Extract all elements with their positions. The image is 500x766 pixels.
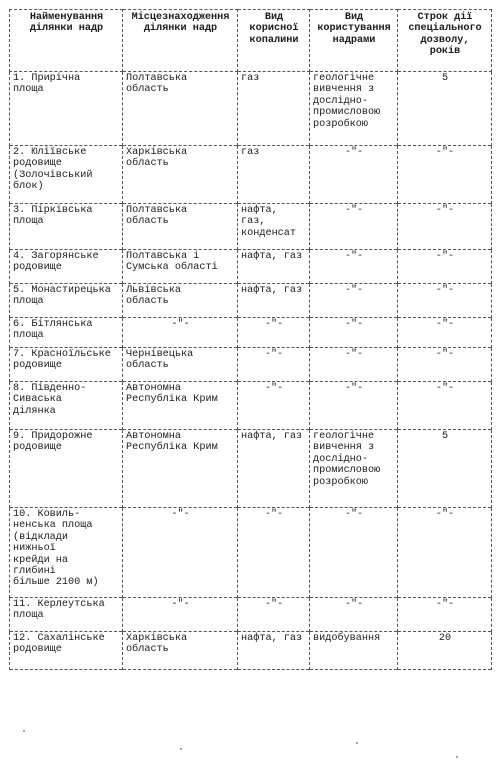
row-name: 6. Бітлянська площа: [10, 318, 123, 348]
row-name: 9. Придорожне родовище: [10, 430, 123, 508]
row-name: 12. Сахалінське родовище: [10, 632, 123, 670]
table-row: [10, 204, 492, 250]
table-row: [10, 348, 492, 382]
row-mineral: -"-: [238, 508, 310, 598]
row-subsoil-use: -"-: [310, 348, 398, 382]
row-location: -"-: [123, 508, 238, 598]
row-location: Полтавська область: [123, 72, 238, 146]
row-mineral: газ: [238, 72, 310, 146]
table-row: [10, 72, 492, 146]
table-row: [10, 250, 492, 284]
row-subsoil-use: -"-: [310, 146, 398, 204]
row-location: -"-: [123, 598, 238, 632]
row-mineral: нафта, газ: [238, 632, 310, 670]
row-subsoil-use: геологічне вивчення з дослідно- промисловою розробкою: [310, 430, 398, 508]
row-term: -"-: [398, 508, 492, 598]
row-location: Львівська область: [123, 284, 238, 318]
row-location: Харківська область: [123, 146, 238, 204]
row-name: 7. Красноїльське родовище: [10, 348, 123, 382]
table-row: [10, 632, 492, 670]
row-name: 8. Південно- Сиваська ділянка: [10, 382, 123, 430]
row-term: -"-: [398, 598, 492, 632]
header-subsoil-use-type: Вид користування надрами: [310, 10, 398, 72]
row-mineral: нафта, газ: [238, 250, 310, 284]
table-row: [10, 598, 492, 632]
row-term: -"-: [398, 204, 492, 250]
row-location: Чернівецька область: [123, 348, 238, 382]
row-mineral: газ: [238, 146, 310, 204]
row-name: 10. Ковиль- ненська площа (відклади нижньої крейди на глибині більше 2100 м): [10, 508, 123, 598]
row-term: 5: [398, 72, 492, 146]
header-permit-term: Строк дії спеціального дозволу, років: [398, 10, 492, 72]
row-name: 1. Прирічна площа: [10, 72, 123, 146]
row-term: 5: [398, 430, 492, 508]
row-mineral: -"-: [238, 348, 310, 382]
header-plot-name: Найменування ділянки надр: [10, 10, 123, 72]
table-header-row: [10, 10, 492, 72]
row-subsoil-use: -"-: [310, 318, 398, 348]
table-row: [10, 382, 492, 430]
row-location: -"-: [123, 318, 238, 348]
row-term: -"-: [398, 250, 492, 284]
subsoil-plots-table: [9, 9, 492, 670]
row-mineral: -"-: [238, 382, 310, 430]
row-term: -"-: [398, 318, 492, 348]
row-mineral: -"-: [238, 598, 310, 632]
row-location: Харківська область: [123, 632, 238, 670]
row-term: 20: [398, 632, 492, 670]
row-mineral: нафта, газ: [238, 284, 310, 318]
row-subsoil-use: геологічне вивчення з дослідно- промисловою розробкою: [310, 72, 398, 146]
row-name: 3. Пірківська площа: [10, 204, 123, 250]
row-location: Полтавська і Сумська області: [123, 250, 238, 284]
row-subsoil-use: -"-: [310, 382, 398, 430]
row-subsoil-use: -"-: [310, 204, 398, 250]
row-location: Автономна Республіка Крим: [123, 430, 238, 508]
row-name: 2. Юліївське родовище (Золочівський блок): [10, 146, 123, 204]
table-row: [10, 318, 492, 348]
row-subsoil-use: -"-: [310, 284, 398, 318]
row-name: 4. Загорянське родовище: [10, 250, 123, 284]
row-location: Автономна Республіка Крим: [123, 382, 238, 430]
table-row: [10, 146, 492, 204]
row-subsoil-use: -"-: [310, 598, 398, 632]
row-term: -"-: [398, 348, 492, 382]
table-row: [10, 508, 492, 598]
scan-speck: [23, 730, 25, 732]
row-name: 11. Керлеутська площа: [10, 598, 123, 632]
row-subsoil-use: видобування: [310, 632, 398, 670]
row-subsoil-use: -"-: [310, 250, 398, 284]
row-name: 5. Монастирецька площа: [10, 284, 123, 318]
row-subsoil-use: -"-: [310, 508, 398, 598]
table-body: [10, 72, 492, 670]
row-mineral: нафта, газ, конденсат: [238, 204, 310, 250]
header-location: Місцезнаходження ділянки надр: [123, 10, 238, 72]
table-row: [10, 284, 492, 318]
scan-speck: [356, 742, 358, 744]
scan-speck: [456, 756, 458, 758]
row-term: -"-: [398, 382, 492, 430]
header-mineral-type: Вид корисної копалини: [238, 10, 310, 72]
row-term: -"-: [398, 284, 492, 318]
row-location: Полтавська область: [123, 204, 238, 250]
row-term: -"-: [398, 146, 492, 204]
scan-speck: [180, 748, 182, 750]
row-mineral: нафта, газ: [238, 430, 310, 508]
row-mineral: -"-: [238, 318, 310, 348]
table-row: [10, 430, 492, 508]
